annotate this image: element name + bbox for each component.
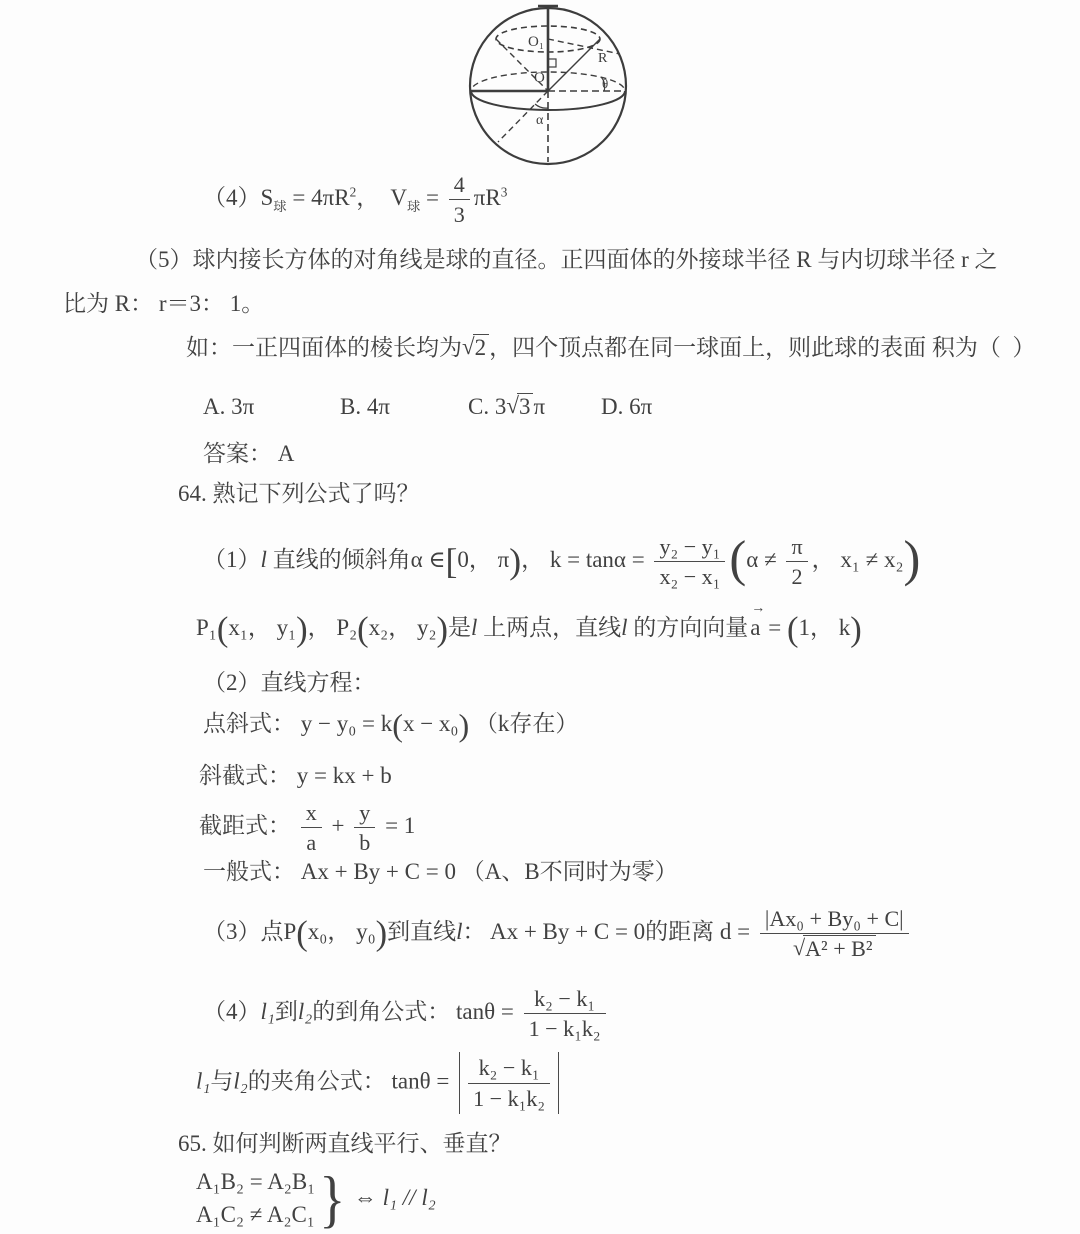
tk-tx: 与 (210, 1068, 234, 1094)
tk-tx: = (762, 615, 787, 640)
tk-frac (760, 906, 909, 962)
tk-tx: 截距式： (199, 813, 297, 839)
tk-lp: ( (357, 610, 369, 649)
frac-numerator: π (791, 534, 803, 559)
tk-i: l₂ (233, 1068, 248, 1094)
vector-symbol: a (750, 615, 761, 640)
system-parallel-condition (196, 1162, 436, 1234)
tk-frac (468, 1055, 550, 1111)
tk-tx: + (325, 813, 351, 839)
tk-tx: ⇔ (353, 1185, 383, 1211)
formula-intercept (199, 800, 415, 856)
frac-numerator: y (359, 800, 371, 825)
tk-tx: （3）点P (203, 919, 297, 945)
tk-tx: （1） (203, 547, 261, 573)
system-rows (196, 1168, 315, 1230)
tk-frac (354, 800, 375, 856)
radical-sign: √ (506, 393, 519, 418)
alpha-arc (535, 104, 548, 108)
tk-tx: 点斜式： y − y₀ = k (203, 711, 393, 736)
frac-denominator: 1 − k₁k₂ (468, 1083, 550, 1111)
answer-line: 答案： A (203, 441, 295, 466)
tk-lp: [ (445, 540, 458, 581)
tk-tx: x₁， y₁ (228, 615, 297, 640)
tk-tx: ， x₁ ≠ x₂ (811, 547, 904, 573)
frac-denominator: 1 − k₁k₂ (524, 1013, 606, 1041)
tk-tx: 的夹角公式： tanθ = (247, 1068, 456, 1094)
formula-point-slope (203, 707, 579, 744)
label-r: R (598, 51, 608, 66)
frac-numerator: x (305, 800, 317, 825)
tk-tx: ， P₂ (307, 615, 358, 640)
label-o1: O₁ (528, 34, 545, 50)
tk-i: l (470, 615, 478, 640)
tk-lp: ( (729, 530, 747, 587)
formula-general-form: 一般式： Ax + By + C = 0 （A、B不同时为零） (203, 859, 678, 884)
tk-i: l (260, 547, 267, 573)
tk-rp: ) (903, 530, 921, 587)
tk-i: l₂ (297, 999, 313, 1025)
tk-i: l (456, 919, 463, 945)
radicand: 2 (473, 334, 490, 360)
tk-sub: 球 (273, 198, 287, 214)
tk-tx: 上两点，直线 (477, 615, 622, 640)
formula-point-line-distance (203, 906, 913, 962)
tk-tx: 的到角公式： tanθ = (312, 999, 520, 1025)
tk-tx: 的方向向量 (627, 615, 749, 640)
tk-frac (524, 986, 606, 1042)
radical-sign: √ (462, 334, 475, 359)
tk-tx: （4） (203, 999, 261, 1025)
tk-tx: P₁ (196, 615, 217, 640)
heading-line-equations: （2）直线方程： (203, 670, 376, 695)
tk-tx: ，四个顶点都在同一球面上，则此球的表面 积为（ ） (489, 335, 1036, 360)
tk-tx: x₂， y₂ (368, 615, 437, 640)
tk-tx: x − x₀ (402, 711, 459, 736)
formula-direction-vector (196, 601, 862, 649)
frac-numerator: k₂ − k₁ (534, 986, 596, 1011)
frac-numerator: k₂ − k₁ (478, 1055, 540, 1081)
tk-tx: ， k = tanα = (521, 547, 651, 573)
tk-sup: 3 (500, 184, 508, 200)
tk-sqrt (793, 936, 876, 961)
paragraph-inscribed-sphere-line1: （5）球内接长方体的对角线是球的直径。正四面体的外接球半径 R 与内切球半径 r 之 (135, 247, 998, 272)
tk-rp: ) (436, 610, 448, 649)
formula-angle-between-lines (196, 1052, 563, 1114)
tk-frac (449, 172, 470, 228)
label-theta: θ (602, 76, 609, 91)
paragraph-inscribed-sphere-line2: 比为 R： r＝3： 1。 (63, 291, 265, 316)
tk-tx: 到直线 (387, 919, 457, 945)
question-64-title: 64. 熟记下列公式了吗？ (178, 481, 420, 506)
tk-vec (750, 601, 766, 643)
system-row-1: A₁B₂ = A₂B₁ (196, 1169, 316, 1194)
question-65-title: 65. 如何判断两直线平行、垂直？ (178, 1131, 512, 1156)
tk-lp: ( (392, 707, 403, 744)
label-o: O (534, 70, 545, 86)
tk-rp: ) (375, 914, 388, 953)
tk-tx: 直线的倾斜角α ∈ (266, 547, 446, 573)
radical-sign: √ (792, 935, 806, 961)
tk-lp: ( (216, 610, 229, 649)
tk-tx: C. 3 (468, 394, 507, 419)
tk-sqrt (506, 394, 533, 419)
tk-tx: πR (473, 185, 501, 211)
formula-slope-intercept: 斜截式： y = kx + b (199, 763, 392, 788)
frac-denominator: x₂ − x₁ (654, 561, 725, 589)
tk-sub: 球 (406, 198, 421, 214)
tk-i: l₁ // l₂ (382, 1185, 436, 1211)
tk-tx: = 4πR (286, 185, 350, 211)
tk-tx: 1， k (798, 615, 851, 640)
brace: } (319, 1162, 346, 1234)
tk-tx: ： Ax + By + C = 0的距离 d = (462, 919, 756, 945)
formula-slope-angle (203, 530, 921, 590)
tk-sqrt (462, 335, 489, 360)
frac-numerator: y₂ − y₁ (659, 534, 721, 559)
option-d: D. 6π (601, 394, 653, 419)
tk-lp: ( (296, 914, 308, 953)
tk-i: l (621, 615, 628, 640)
system-conclusion (354, 1184, 436, 1213)
tk-tx: π (533, 394, 546, 419)
tk-tx: ， V (356, 185, 407, 211)
tk-tx: = 1 (379, 813, 416, 839)
tk-tx: 到 (274, 999, 298, 1025)
frac-denominator: 2 (786, 561, 807, 589)
example-problem (186, 334, 1035, 363)
tk-rp: ) (296, 610, 308, 649)
frac-numerator: |Ax₀ + By₀ + C| (764, 906, 904, 931)
tk-tx: = (420, 185, 445, 211)
vector-arrow-icon: → (751, 601, 766, 616)
tk-tx: x₀， y₀ (307, 919, 376, 945)
option-b: B. 4π (340, 394, 390, 419)
tk-frac (654, 534, 725, 590)
option-c (468, 393, 545, 422)
tk-tx: α ≠ (746, 547, 783, 573)
tk-sup: 2 (349, 184, 357, 200)
tk-i: l₁ (260, 999, 275, 1025)
tk-lp: ( (786, 610, 799, 649)
tk-i: l₁ (196, 1068, 211, 1094)
tk-tx: （k存在） (469, 711, 579, 736)
radicand: 3 (517, 393, 534, 419)
tk-rp: ) (509, 540, 522, 581)
tk-frac (786, 534, 807, 590)
tk-frac (301, 800, 322, 856)
tk-rp: ) (458, 707, 470, 744)
system-row-2: A₁C₂ ≠ A₂C₁ (196, 1201, 315, 1227)
tk-tx: 如：一正四面体的棱长均为 (186, 335, 462, 360)
frac-denominator (760, 933, 909, 961)
tk-tx: 是 (447, 615, 471, 640)
tk-rp: ) (850, 610, 862, 649)
frac-numerator: 4 (453, 172, 465, 197)
tk-bar (459, 1052, 460, 1114)
label-alpha: α (536, 113, 544, 128)
formula-angle-to-line (203, 986, 610, 1042)
tk-tx: 0， π (457, 547, 510, 573)
frac-denominator: 3 (449, 199, 470, 227)
sphere-diagram (452, 2, 644, 168)
formula-sphere-surface-volume (203, 172, 507, 228)
tk-tx: （4）S (203, 185, 274, 211)
option-a: A. 3π (203, 394, 255, 419)
frac-denominator: b (354, 827, 375, 855)
frac-denominator: a (301, 827, 322, 855)
radicand: A² + B² (803, 935, 875, 961)
tk-bar (558, 1052, 559, 1114)
